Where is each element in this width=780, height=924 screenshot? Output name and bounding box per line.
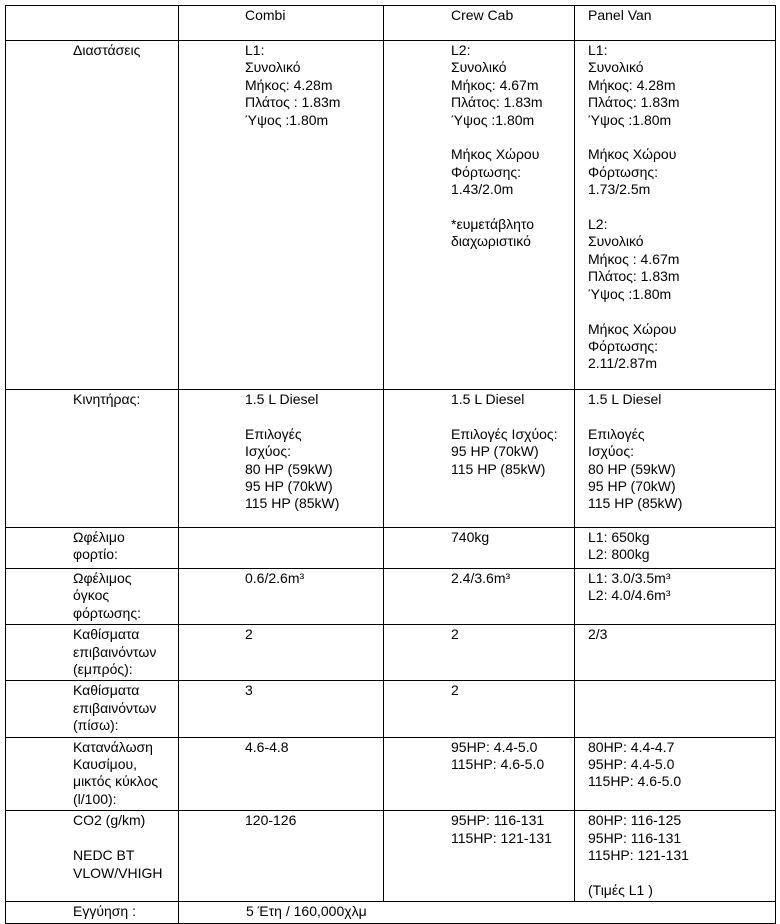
row-dimensions	[6, 41, 776, 390]
table-cell: 80HP: 116-125 95HP: 116-131 115HP: 121-131 (Τιμές L1 )	[575, 811, 776, 902]
row-load-volume	[6, 569, 776, 625]
table-cell: 1.5 L Diesel Επιλογές Ισχύος: 95 HP (70kW) 115 HP (85kW)	[384, 390, 575, 528]
table-cell: 2	[179, 625, 384, 681]
table-cell: L1: 650kg L2: 800kg	[575, 528, 776, 569]
spec-table	[5, 5, 776, 924]
header-cell-combi: Combi	[179, 6, 384, 41]
row-label: Εγγύηση :	[6, 902, 179, 924]
row-co2	[6, 811, 776, 902]
row-payload	[6, 528, 776, 569]
row-label: Ωφέλιμος όγκος φόρτωσης:	[6, 569, 179, 625]
row-label: Καθίσματα επιβαινόντων (εμπρός):	[6, 625, 179, 681]
row-label: Διαστάσεις	[6, 41, 179, 390]
header-cell-panel-van: Panel Van	[575, 6, 776, 41]
row-engine	[6, 390, 776, 528]
table-cell: 2/3	[575, 625, 776, 681]
row-label: CO2 (g/km) NEDC BT VLOW/VHIGH	[6, 811, 179, 902]
table-cell: 120-126	[179, 811, 384, 902]
row-label: Κατανάλωση Καυσίμου, μικτός κύκλος (l/100):	[6, 737, 179, 811]
table-cell: 740kg	[384, 528, 575, 569]
table-cell: 4.6-4.8	[179, 737, 384, 811]
row-fuel-consumption	[6, 737, 776, 811]
table-cell: 80HP: 4.4-4.7 95HP: 4.4-5.0 115HP: 4.6-5.0	[575, 737, 776, 811]
table-cell: L2: Συνολικό Μήκος: 4.67m Πλάτος: 1.83m Ύψος :1.80m Μήκος Χώρου Φόρτωσης: 1.43/2.0m *ευμετάβλητο διαχωριστικό	[384, 41, 575, 390]
table-cell: 0.6/2.6m³	[179, 569, 384, 625]
header-cell-crew-cab: Crew Cab	[384, 6, 575, 41]
row-label: Κινητήρας:	[6, 390, 179, 528]
row-label: Καθίσματα επιβαινόντων (πίσω):	[6, 681, 179, 737]
warranty-value: 5 Έτη / 160,000χλμ	[179, 902, 776, 924]
table-cell: 1.5 L Diesel Επιλογές Ισχύος: 80 HP (59kW) 95 HP (70kW) 115 HP (85kW)	[179, 390, 384, 528]
header-row	[6, 6, 776, 41]
table-cell	[179, 528, 384, 569]
table-cell: L1: Συνολικό Μήκος: 4.28m Πλάτος: 1.83m Ύψος :1.80m Μήκος Χώρου Φόρτωσης: 1.73/2.5m L2: Συνολικό Μήκος : 4.67m Πλάτος: 1.83m Ύψος :1.80m Μήκος Χώρου Φόρτωσης: 2.11/2.87m	[575, 41, 776, 390]
table-cell: L1: Συνολικό Μήκος: 4.28m Πλάτος : 1.83m Ύψος :1.80m	[179, 41, 384, 390]
table-cell: 95HP: 116-131 115HP: 121-131	[384, 811, 575, 902]
table-cell: 1.5 L Diesel Επιλογές Ισχύος: 80 HP (59kW) 95 HP (70kW) 115 HP (85kW)	[575, 390, 776, 528]
row-front-seats	[6, 625, 776, 681]
table-cell: 2	[384, 625, 575, 681]
table-cell: 3	[179, 681, 384, 737]
header-cell-empty	[6, 6, 179, 41]
row-label: Ωφέλιμο φορτίο:	[6, 528, 179, 569]
table-cell	[575, 681, 776, 737]
table-cell: 95HP: 4.4-5.0 115HP: 4.6-5.0	[384, 737, 575, 811]
row-rear-seats	[6, 681, 776, 737]
table-cell: 2.4/3.6m³	[384, 569, 575, 625]
table-cell: L1: 3.0/3.5m³ L2: 4.0/4.6m³	[575, 569, 776, 625]
table-cell: 2	[384, 681, 575, 737]
row-warranty	[6, 902, 776, 924]
